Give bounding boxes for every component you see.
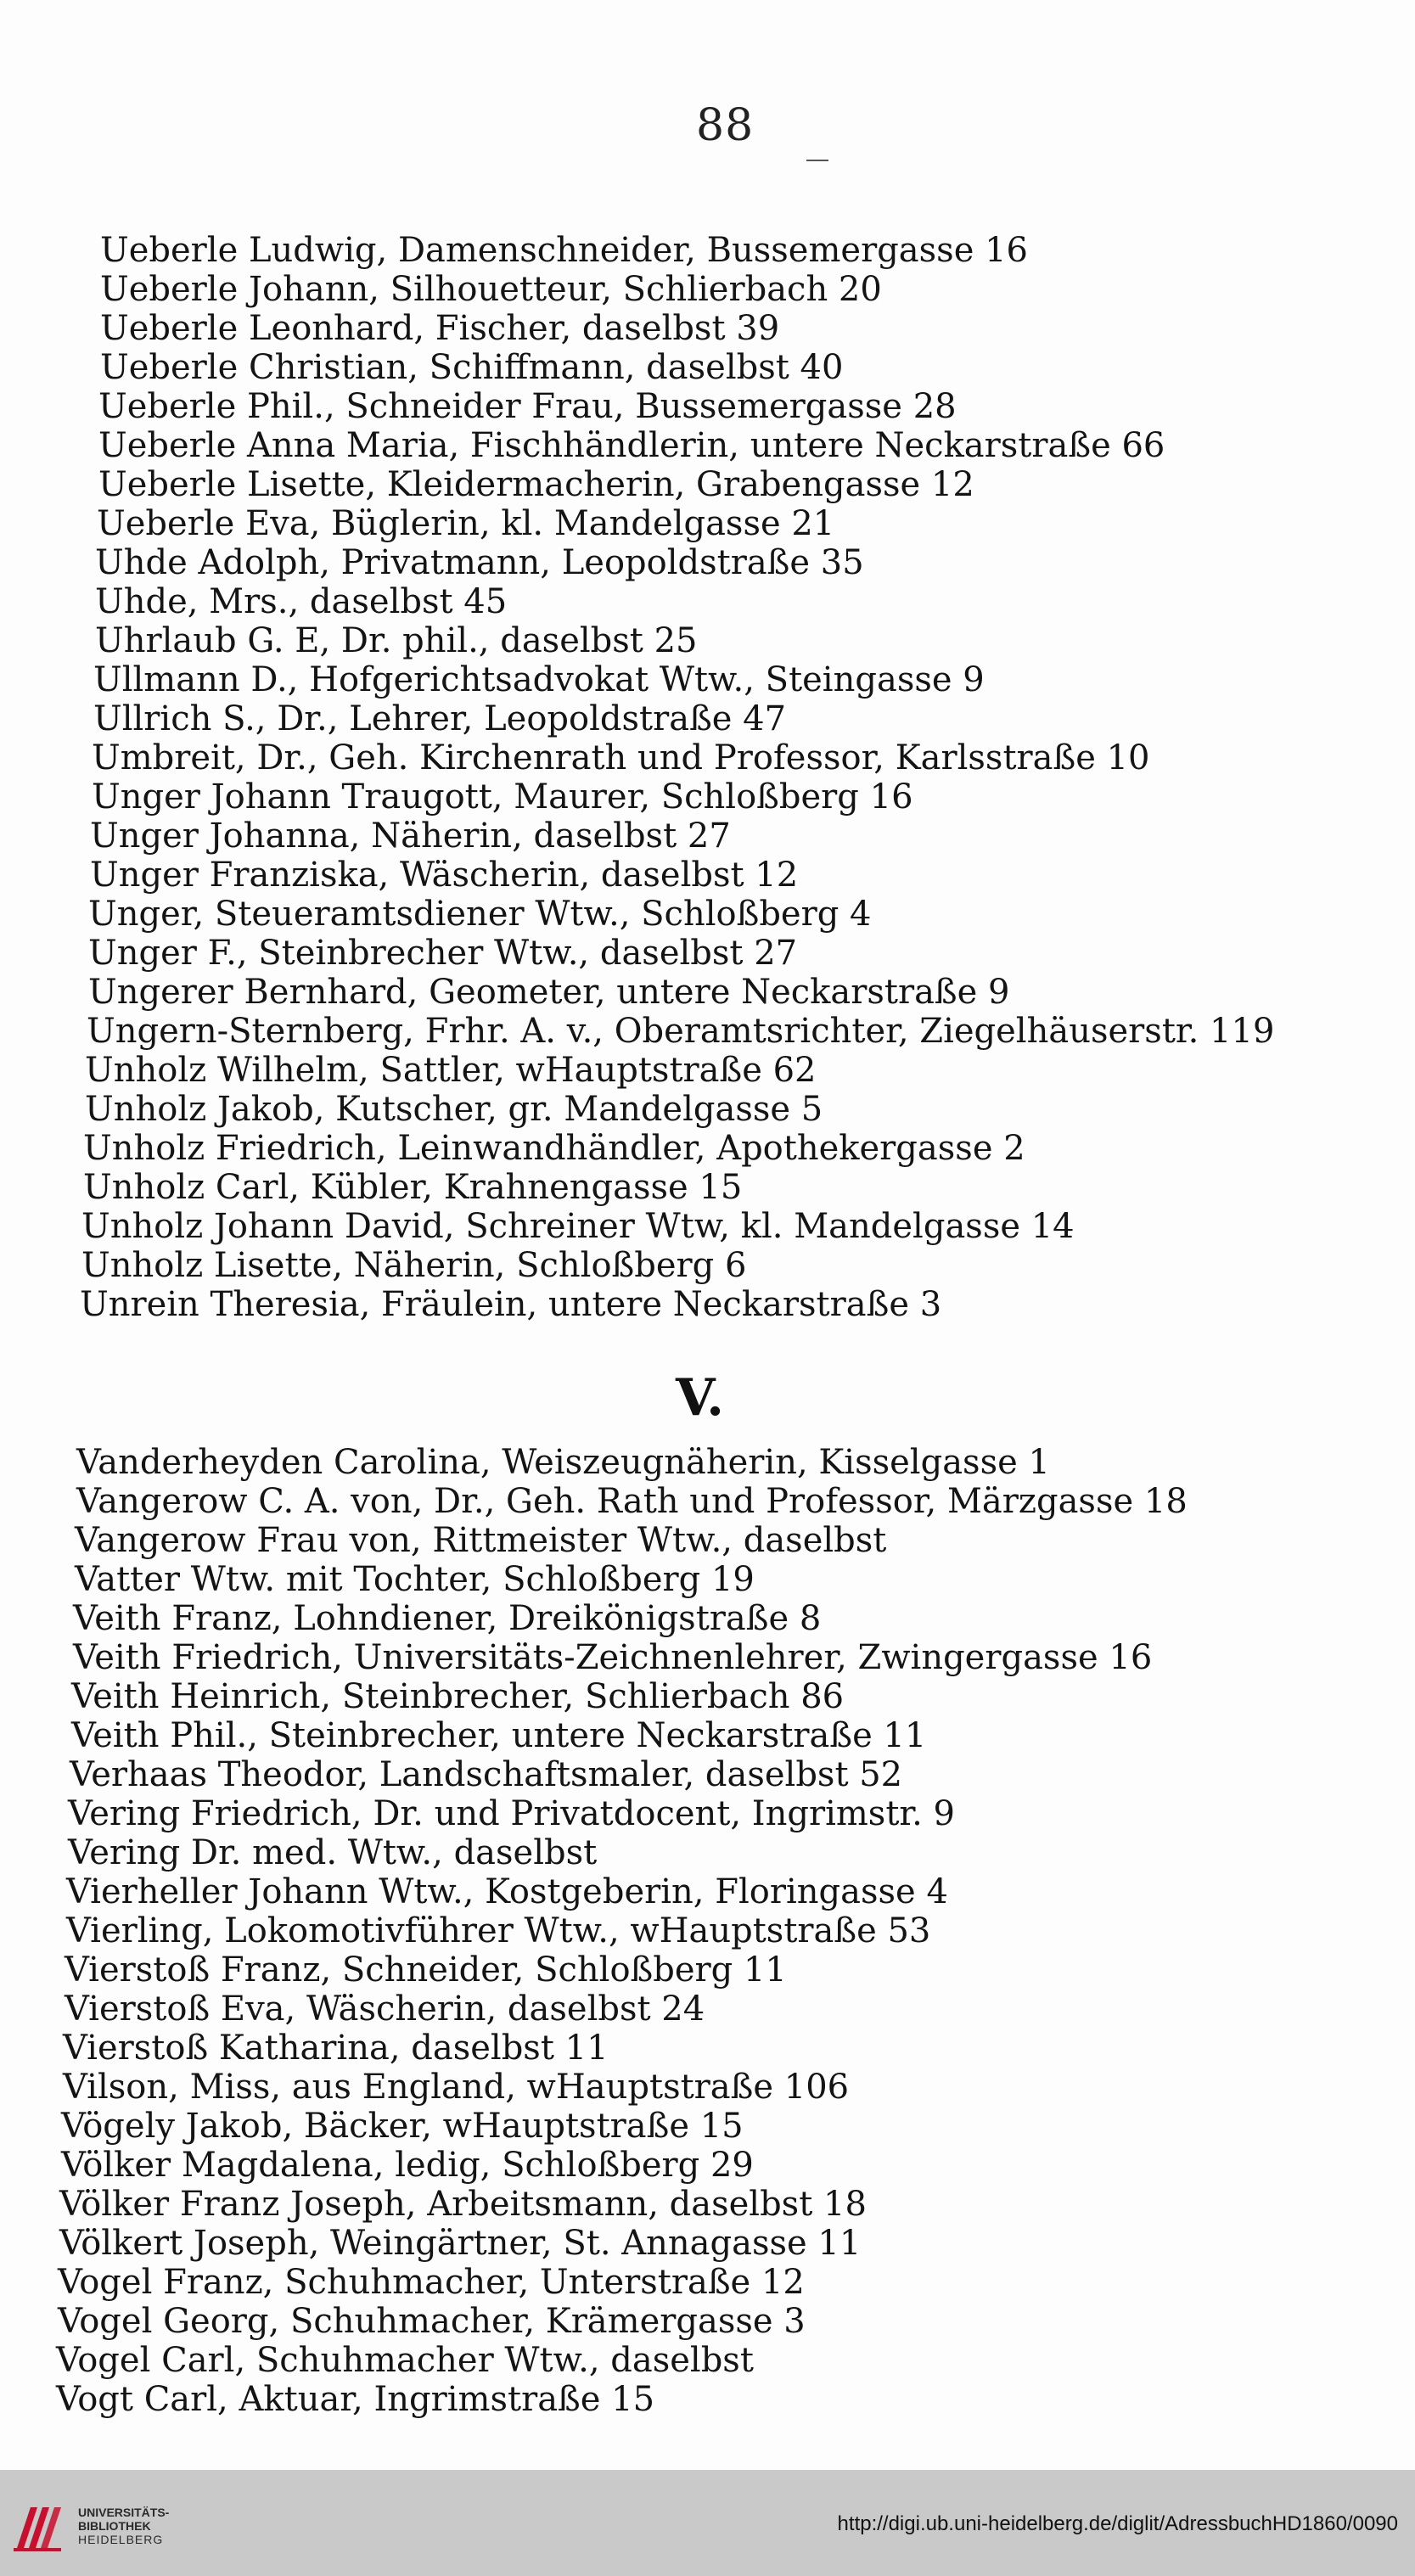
institution-name [78,2506,169,2546]
directory-entry: Unholz Lisette, Näherin, Schloßberg 6 [81,1246,747,1285]
directory-entry: Vogt Carl, Aktuar, Ingrimstraße 15 [56,2380,655,2419]
directory-entry: Ueberle Christian, Schiffmann, daselbst 40 [100,348,844,387]
directory-entry: Vierstoß Franz, Schneider, Schloßberg 11 [65,1950,787,1990]
directory-entry: Vanderheyden Carolina, Weiszeugnäherin, Kisselgasse 1 [76,1443,1050,1482]
directory-entry: Unger Franziska, Wäscherin, daselbst 12 [90,856,799,895]
directory-entry: Vögely Jakob, Bäcker, wHauptstraße 15 [61,2107,744,2146]
institution-line-3: HEIDELBERG [78,2533,164,2546]
directory-entry: Unholz Jakob, Kutscher, gr. Mandelgasse 5 [85,1090,823,1129]
directory-entry: Unholz Wilhelm, Sattler, wHauptstraße 62 [85,1051,817,1090]
directory-entry: Vogel Georg, Schuhmacher, Krämergasse 3 [58,2302,806,2341]
directory-entry: Vierstoß Eva, Wäscherin, daselbst 24 [65,1990,705,2029]
directory-entry: Ueberle Lisette, Kleidermacherin, Grabengasse 12 [98,465,974,504]
directory-entry: Veith Heinrich, Steinbrecher, Schlierbach 86 [71,1677,845,1716]
directory-entry: Verhaas Theodor, Landschaftsmaler, daselbst 52 [70,1755,903,1794]
directory-entry: Ueberle Phil., Schneider Frau, Bussemergasse 28 [98,387,957,426]
directory-entry: Ueberle Eva, Büglerin, kl. Mandelgasse 21 [97,504,835,543]
directory-entry: Vogel Carl, Schuhmacher Wtw., daselbst [56,2341,754,2380]
directory-entry: Uhde Adolph, Privatmann, Leopoldstraße 35 [95,543,864,582]
directory-entry: Umbreit, Dr., Geh. Kirchenrath und Professor, Karlsstraße 10 [92,738,1150,777]
directory-entry: Veith Franz, Lohndiener, Dreikönigstraße 8 [73,1599,822,1638]
directory-entry: Vogel Franz, Schuhmacher, Unterstraße 12 [58,2263,805,2302]
directory-entry: Völkert Joseph, Weingärtner, St. Annagasse 11 [59,2224,862,2263]
directory-entry: Ueberle Leonhard, Fischer, daselbst 39 [100,309,780,348]
directory-entry: Ueberle Anna Maria, Fischhändlerin, untere Neckarstraße 66 [98,426,1165,465]
directory-entry: Vangerow C. A. von, Dr., Geh. Rath und Professor, Märzgasse 18 [76,1482,1188,1521]
directory-entry: Ungerer Bernhard, Geometer, untere Neckarstraße 9 [88,973,1010,1012]
directory-entry: Uhde, Mrs., daselbst 45 [95,582,508,621]
directory-entry: Vatter Wtw. mit Tochter, Schloßberg 19 [75,1560,755,1599]
directory-entry: Ueberle Ludwig, Damenschneider, Bussemergasse 16 [100,231,1028,270]
directory-entry: Veith Phil., Steinbrecher, untere Neckarstraße 11 [71,1716,927,1755]
directory-entry: Ullmann D., Hofgerichtsadvokat Wtw., Steingasse 9 [93,660,985,699]
directory-entry: Ungern-Sternberg, Frhr. A. v., Oberamtsrichter, Ziegelhäuserstr. 119 [87,1012,1275,1051]
directory-entry: Vierheller Johann Wtw., Kostgeberin, Floringasse 4 [66,1872,948,1911]
directory-entry: Unger Johanna, Näherin, daselbst 27 [90,817,731,856]
directory-entry: Unholz Friedrich, Leinwandhändler, Apothekergasse 2 [83,1129,1025,1168]
directory-entry: Vering Dr. med. Wtw., daselbst [68,1833,598,1872]
directory-entry: Unholz Johann David, Schreiner Wtw, kl. Mandelgasse 14 [81,1207,1075,1246]
directory-entry: Unger F., Steinbrecher Wtw., daselbst 27 [88,934,798,973]
footer-bar [0,2470,1415,2576]
directory-entry: Vering Friedrich, Dr. und Privatdocent, Ingrimstr. 9 [68,1794,955,1833]
directory-entry: Ueberle Johann, Silhouetteur, Schlierbach 20 [100,270,882,309]
directory-entry: Unholz Carl, Kübler, Krahnengasse 15 [83,1168,743,1207]
directory-entry: Vierling, Lokomotivführer Wtw., wHauptstraße 53 [66,1911,931,1950]
directory-entry: Unger, Steueramtsdiener Wtw., Schloßberg 4 [88,895,872,934]
page-number: 88 [696,100,755,151]
institution-line-2: BIBLIOTHEK [78,2519,151,2533]
directory-entry: Uhrlaub G. E, Dr. phil., daselbst 25 [95,621,698,660]
source-url-link[interactable]: http://digi.ub.uni-heidelberg.de/diglit/AdressbuchHD1860/0090 [837,2512,1398,2535]
directory-entry: Unrein Theresia, Fräulein, untere Neckarstraße 3 [80,1285,942,1324]
directory-entry: Unger Johann Traugott, Maurer, Schloßberg 16 [92,777,913,817]
university-library-logo-icon [12,2500,63,2553]
directory-entry: Veith Friedrich, Universitäts-Zeichnenlehrer, Zwingergasse 16 [73,1638,1153,1677]
directory-entry: Vangerow Frau von, Rittmeister Wtw., daselbst [75,1521,887,1560]
directory-entry: Völker Franz Joseph, Arbeitsmann, daselbst 18 [59,2185,867,2224]
section-letter: V. [676,1368,724,1428]
institution-line-1: UNIVERSITÄTS- [78,2506,170,2519]
directory-entry: Vilson, Miss, aus England, wHauptstraße 106 [63,2068,850,2107]
directory-entry: Völker Magdalena, ledig, Schloßberg 29 [61,2146,754,2185]
directory-entry: Vierstoß Katharina, daselbst 11 [63,2029,609,2068]
directory-entry: Ullrich S., Dr., Lehrer, Leopoldstraße 47 [93,699,787,738]
